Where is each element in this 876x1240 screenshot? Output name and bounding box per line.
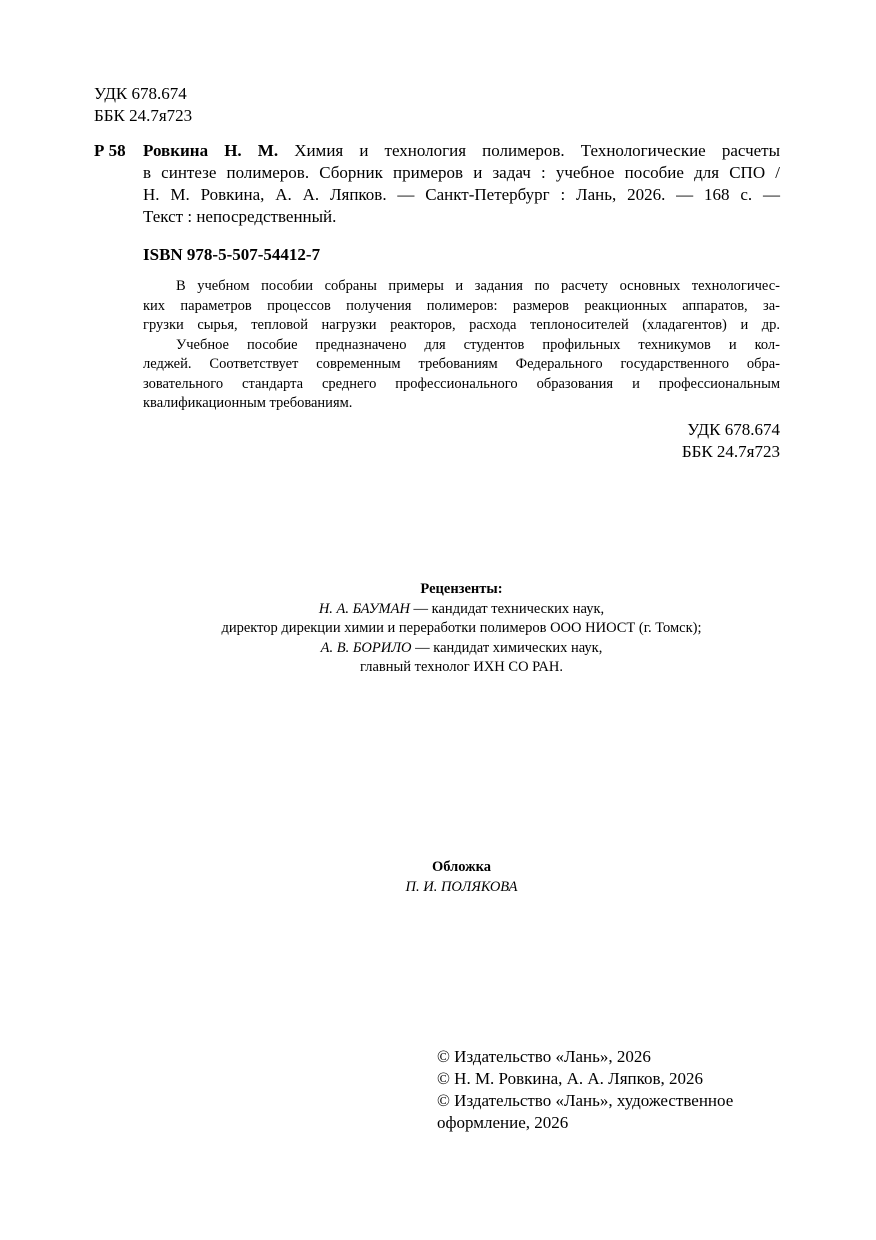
abstract-p1-line: В учебном пособии собраны примеры и задания по расчету основных технологичес- bbox=[176, 278, 780, 294]
abstract-p2-line: леджей. Соответствует современным требованиям Федерального государственного обра- bbox=[143, 356, 780, 372]
reviewer-2 bbox=[143, 639, 780, 659]
udk-header-block bbox=[94, 83, 192, 127]
reviewers-block bbox=[143, 580, 780, 678]
copyright-block bbox=[437, 1046, 733, 1134]
cover-designer-name: П. И. ПОЛЯКОВА bbox=[405, 878, 518, 895]
abstract-p2-line: зовательного стандарта среднего профессионального образования и профессиональным bbox=[143, 375, 780, 392]
isbn: ISBN 978-5-507-54412-7 bbox=[143, 245, 321, 264]
abstract-p1-line: ких параметров процессов получения полимеров: размеров реакционных аппаратов, за- bbox=[143, 297, 780, 314]
bbk-code: ББК 24.7я723 bbox=[94, 106, 193, 125]
udk-code: УДК 678.674 bbox=[94, 84, 187, 103]
abstract-p1-line: грузки сырья, тепловой нагрузки реакторов, расхода теплоносителей (хладагентов) и др. bbox=[143, 317, 780, 333]
copyright-line: © Издательство «Лань», 2026 bbox=[437, 1047, 651, 1066]
reviewers-heading: Рецензенты: bbox=[420, 581, 503, 597]
bbk-code-bottom: ББК 24.7я723 bbox=[681, 442, 780, 461]
author-mark: Р 58 bbox=[94, 141, 126, 160]
abstract-p2-line: квалификационным требованиям. bbox=[143, 395, 353, 411]
reviewer-1-degree: — кандидат технических наук, bbox=[409, 600, 605, 617]
bib-line-3: Н. М. Ровкина, А. А. Ляпков. — Санкт-Петербург : Лань, 2026. — 168 с. — bbox=[143, 185, 780, 204]
abstract-p2-line: Учебное пособие предназначено для студентов профильных техникумов и кол- bbox=[176, 336, 780, 353]
bibliographic-record bbox=[143, 140, 780, 228]
reviewer-1 bbox=[143, 600, 780, 620]
reviewer-2-position: главный технолог ИХН СО РАН. bbox=[360, 659, 563, 675]
bib-author: Ровкина Н. М. bbox=[143, 141, 279, 160]
copyright-line: оформление, 2026 bbox=[437, 1113, 569, 1132]
udk-footer-block bbox=[560, 419, 780, 463]
cover-heading: Обложка bbox=[431, 859, 492, 875]
reviewer-2-degree: — кандидат химических наук, bbox=[411, 639, 603, 656]
bib-line-1 bbox=[143, 140, 780, 162]
abstract bbox=[143, 277, 780, 414]
bib-line-4: Текст : непосредственный. bbox=[143, 207, 337, 226]
cover-credit bbox=[143, 858, 780, 897]
reviewer-1-position: директор дирекции химии и переработки полимеров ООО НИОСТ (г. Томск); bbox=[221, 620, 702, 636]
copyright-line: © Издательство «Лань», художественное bbox=[437, 1091, 734, 1110]
reviewer-1-name: Н. А. БАУМАН bbox=[318, 600, 410, 617]
bib-line-2: в синтезе полимеров. Сборник примеров и задач : учебное пособие для СПО / bbox=[143, 163, 780, 182]
bib-title: Химия и технология полимеров. Технологические расчеты bbox=[294, 141, 781, 160]
udk-code-bottom: УДК 678.674 bbox=[687, 420, 780, 439]
reviewer-2-name: А. В. БОРИЛО bbox=[320, 639, 412, 656]
copyright-line: © Н. М. Ровкина, А. А. Ляпков, 2026 bbox=[437, 1069, 704, 1088]
